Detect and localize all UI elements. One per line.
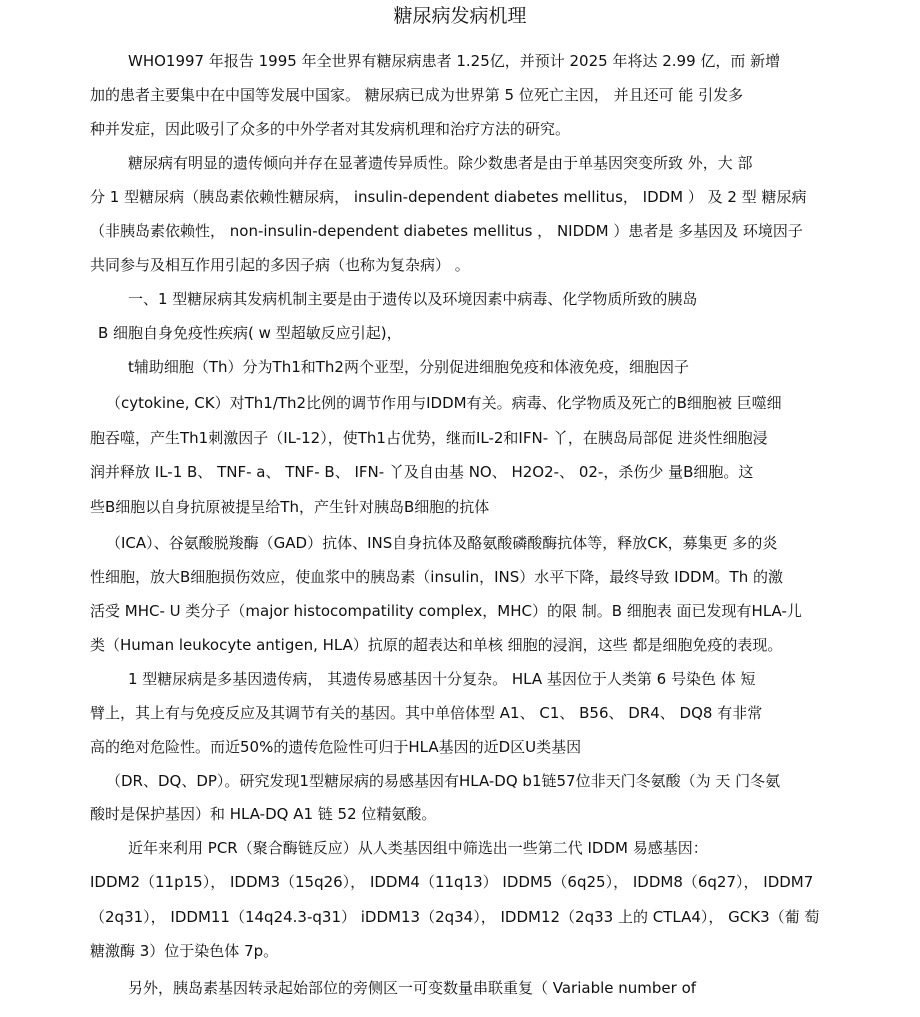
paragraph-line: （非胰岛素依赖性， non-insulin-dependent diabetes mellitus ， NIDDM ）患者是 多基因及 环境因子 [90, 222, 803, 240]
paragraph-line: 润并释放 IL-1 B、 TNF- a、 TNF- B、 IFN- 丫及自由基 NO、 H2O2-、 02-，杀伤少 量B细胞。这 [90, 463, 754, 481]
paragraph-line: 活受 MHC- U 类分子（major histocompatility complex，MHC）的限 制。B 细胞表 面已发现有HLA-儿 [90, 602, 802, 620]
paragraph-line: 糖激酶 3）位于染色体 7p。 [90, 942, 279, 960]
paragraph-line: 高的绝对危险性。而近50%的遗传危险性可归于HLA基因的近D区U类基因 [90, 738, 582, 756]
paragraph-line: 种并发症，因此吸引了众多的中外学者对其发病机理和治疗方法的研究。 [90, 120, 571, 138]
paragraph-line: 分 1 型糖尿病（胰岛素依赖性糖尿病， insulin-dependent diabetes mellitus， IDDM ） 及 2 型 糖尿病 [90, 188, 807, 206]
paragraph-line: 共同参与及相互作用引起的多因子病（也称为复杂病） 。 [90, 256, 470, 274]
paragraph-line: （cytokine, CK）对Th1/Th2比例的调节作用与IDDM有关。病毒、化学物质及死亡的B细胞被 巨噬细 [106, 394, 782, 412]
paragraph-line: 1 型糖尿病是多基因遗传病， 其遗传易感基因十分复杂。 HLA 基因位于人类第 6 号染色 体 短 [128, 670, 756, 688]
paragraph-line: （2q31）， IDDM11（14q24.3-q31） iDDM13（2q34）， IDDM12（2q33 上的 CTLA4）， GCK3（葡 萄 [90, 908, 820, 926]
paragraph-line: t辅助细胞（Th）分为Th1和Th2两个亚型，分别促进细胞免疫和体液免疫，细胞因子 [128, 358, 689, 376]
paragraph-line: 另外，胰岛素基因转录起始部位的旁侧区一可变数量串联重复（ Variable number of [128, 979, 697, 997]
paragraph-line: 臂上，其上有与免疫反应及其调节有关的基因。其中单倍体型 A1、 C1、 B56、 DR4、 DQ8 有非常 [90, 704, 763, 722]
paragraph-line: 加的患者主要集中在中国等发展中国家。 糖尿病已成为世界第 5 位死亡主因， 并且还可 能 引发多 [90, 86, 744, 104]
paragraph-line: 近年来利用 PCR（聚合酶链反应）从人类基因组中筛选出一些第二代 IDDM 易感基因： [128, 839, 708, 857]
paragraph-line: 些B细胞以自身抗原被提呈给Th，产生针对胰岛B细胞的抗体 [90, 498, 490, 516]
paragraph-line: WHO1997 年报告 1995 年全世界有糖尿病患者 1.25亿，并预计 2025 年将达 2.99 亿，而 新增 [128, 52, 781, 70]
paragraph-line: IDDM2（11p15）， IDDM3（15q26）， IDDM4（11q13） IDDM5（6q25）， IDDM8（6q27）， IDDM7 [90, 873, 814, 891]
document-title: 糖尿病发病机理 [393, 5, 527, 27]
paragraph-line: （DR、DQ、DP）。研究发现1型糖尿病的易感基因有HLA-DQ b1链57位非天门冬氨酸（为 天 门冬氨 [106, 772, 781, 790]
paragraph-line: 酸时是保护基因）和 HLA-DQ A1 链 52 位精氨酸。 [90, 805, 437, 823]
paragraph-line: 性细胞，放大B细胞损伤效应，使血浆中的胰岛素（insulin，INS）水平下降，最终导致 IDDM。Th 的激 [90, 568, 783, 586]
paragraph-line: 胞吞噬，产生Th1刺激因子（IL-12），使Th1占优势，继而IL-2和IFN- 丫，在胰岛局部促 进炎性细胞浸 [90, 429, 768, 447]
section-heading-line: 一、1 型糖尿病其发病机制主要是由于遗传以及环境因素中病毒、化学物质所致的胰岛 [128, 290, 698, 308]
paragraph-line: 糖尿病有明显的遗传倾向并存在显著遗传异质性。除少数患者是由于单基因突变所致 外，大 部 [128, 154, 753, 172]
paragraph-line: 类（Human leukocyte antigen, HLA）抗原的超表达和单核 细胞的浸润，这些 都是细胞免疫的表现。 [90, 636, 783, 654]
paragraph-line: B 细胞自身免疫性疾病( w 型超敏反应引起)， [98, 324, 402, 342]
paragraph-line: （ICA）、谷氨酸脱羧酶（GAD）抗体、INS自身抗体及酪氨酸磷酸酶抗体等，释放CK，募集更 多的炎 [106, 534, 778, 552]
